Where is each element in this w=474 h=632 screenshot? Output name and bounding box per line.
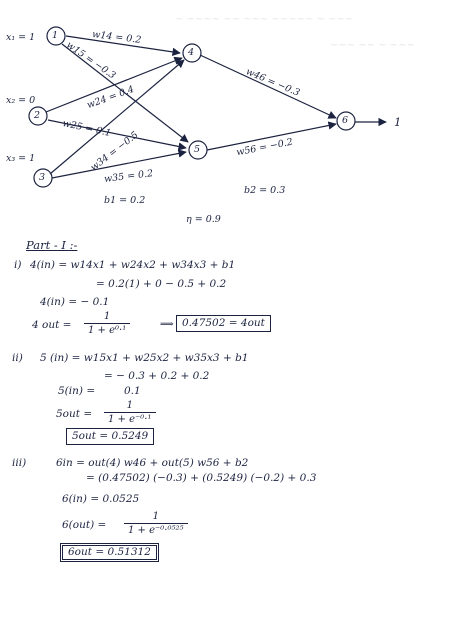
part-i-line1: 4(in) = w14x1 + w24x2 + w34x3 + b1 [30, 259, 236, 271]
input-x1-label: x₁ = 1 [6, 32, 36, 43]
fraction-denominator: 1 + e⁻⁰·⁰⁵²⁵ [124, 523, 188, 536]
edge-2-4 [46, 58, 182, 112]
input-x2-label: x₂ = 0 [6, 95, 36, 106]
fraction-numerator: 1 [126, 400, 133, 411]
part-ii-out-label: 5out = [56, 408, 93, 420]
part-iii-marker: iii) [12, 457, 27, 469]
part-ii-line3-label: 5(in) = [58, 385, 96, 397]
part-iii-line3: 6(in) = 0.0525 [62, 493, 140, 505]
part-i-out-label: 4 out = [32, 319, 72, 331]
weight-w24-label: w24 = 0.4 [85, 83, 136, 112]
node-4-label: 4 [188, 47, 195, 58]
weight-w46-label: w46 = −0.3 [244, 66, 302, 99]
weight-w14-label: w14 = 0.2 [91, 29, 142, 46]
part-iii-line1: 6in = out(4) w46 + out(5) w56 + b2 [56, 457, 249, 469]
weight-w35-label: w35 = 0.2 [103, 168, 154, 185]
fraction-numerator: 1 [152, 511, 159, 522]
output-value: 1 [394, 115, 402, 129]
node-6-label: 6 [342, 115, 349, 126]
part-iii-boxed-result: 6out = 0.51312 [60, 543, 159, 562]
node-2-label: 2 [34, 110, 41, 121]
part-iii-line2: = (0.47502) (−0.3) + (0.5249) (−0.2) + 0.3 [86, 472, 317, 484]
bias-b2: b2 = 0.3 [244, 185, 286, 196]
node-3-label: 3 [39, 172, 46, 183]
part-ii-marker: ii) [12, 352, 23, 364]
fraction-numerator: 1 [103, 311, 111, 322]
part-iii-out-label: 6(out) = [62, 519, 107, 531]
part-i-fraction [84, 312, 130, 336]
part-ii-fraction [104, 401, 156, 425]
fraction-denominator: 1 + e⁻⁰·¹ [104, 412, 156, 425]
node-5-label: 5 [194, 144, 201, 155]
input-x3-label: x₃ = 1 [6, 153, 36, 164]
node-1-label: 1 [52, 30, 59, 41]
part-ii-line3-value: 0.1 [124, 385, 141, 397]
part-iii-fraction [124, 512, 188, 536]
fraction-denominator: 1 + e⁰·¹ [84, 323, 130, 336]
bleed-through-text: ~~~ ~~ ~ ~~~ [330, 40, 415, 51]
part-heading: Part - I :- [26, 238, 78, 252]
part-ii-boxed-result: 5out = 0.5249 [66, 428, 154, 445]
weight-w15-label: w15 = −0.3 [64, 39, 118, 82]
edge-3-4 [50, 60, 184, 174]
part-i-boxed-result: 0.47502 = 4out [176, 315, 271, 332]
learning-rate: η = 0.9 [186, 214, 221, 225]
neural-network-diagram [0, 0, 474, 232]
bleed-through-text: ~ ~~~~ ~~ ~~~ ~~~~~ ~ ~~~ [175, 14, 354, 25]
weight-w56-label: w56 = −0.2 [235, 136, 294, 159]
weight-w25-label: w25 = 0.1 [61, 117, 112, 140]
part-i-line3: 4(in) = − 0.1 [40, 296, 110, 308]
part-ii-line1: 5 (in) = w15x1 + w25x2 + w35x3 + b1 [40, 352, 249, 364]
part-i-marker: i) [14, 259, 22, 271]
part-ii-line2: = − 0.3 + 0.2 + 0.2 [104, 370, 210, 382]
part-i-line2: = 0.2(1) + 0 − 0.5 + 0.2 [96, 278, 227, 290]
weight-w34-label: w34 = −0.5 [88, 129, 141, 174]
bias-b1: b1 = 0.2 [104, 195, 146, 206]
implies-arrow: ⟹ [160, 319, 174, 330]
